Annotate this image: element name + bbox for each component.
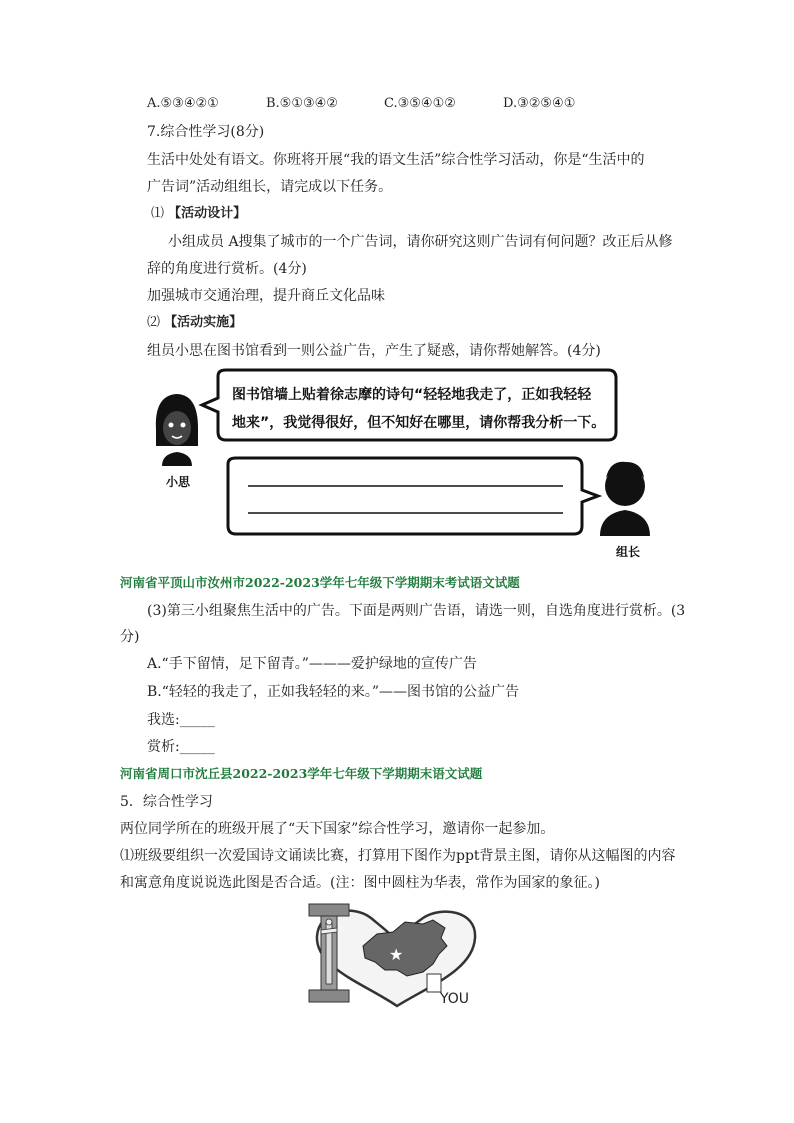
q5-intro: 两位同学所在的班级开展了“天下国家”综合性学习，邀请你一起参加。 — [120, 821, 555, 837]
q3-option-a: A.“手下留情，足下留青。”———爱护绿地的宣传广告 — [147, 656, 477, 672]
speech-line1: 图书馆墙上贴着徐志摩的诗句“轻轻地我走了，正如我轻轻 — [232, 387, 592, 403]
q7-intro-line2: 广告词”活动组组长，请完成以下任务。 — [147, 179, 393, 195]
q7-part2-heading — [147, 313, 242, 333]
q7-part1-text-line1: 小组成员 A搜集了城市的一个广告词，请你研究这则广告词有何问题？改正后从修 — [168, 234, 673, 250]
taiwan-box — [427, 974, 441, 992]
speech-line2: 地来”，我觉得很好，但不知好在哪里，请你帮我分析一下。 — [232, 415, 606, 431]
q7-part2-text: 组员小思在图书馆看到一则公益广告，产生了疑惑，请你帮她解答。(4分) — [147, 343, 601, 359]
q5-title: 5．综合性学习 — [120, 794, 213, 810]
star-icon: ★ — [389, 945, 404, 964]
q7-part2-num: ⑵ — [147, 315, 161, 330]
q3-option-b: B.“轻轻的我走了，正如我轻轻的来。”——图书馆的公益广告 — [147, 684, 520, 700]
leader-label: 组长 — [616, 545, 641, 559]
you-text: YOU — [440, 991, 470, 1007]
q7-part1-label: 【活动设计】 — [168, 206, 247, 221]
poster-illustration — [305, 898, 490, 1010]
comic-illustration — [148, 368, 641, 563]
source-header-1: 河南省平顶山市汝州市2022-2023学年七年级下学期期末考试语文试题 — [120, 575, 520, 590]
option-b: B.⑤①③④② — [266, 96, 338, 111]
q7-part2-label: 【活动实施】 — [164, 315, 243, 330]
q3-choose: 我选:_____ — [147, 712, 215, 728]
answer-bubble — [228, 458, 598, 534]
q5-part1-line2: 和寓意角度说说选此图是否合适。(注：图中圆柱为华表，常作为国家的象征。) — [120, 875, 600, 891]
option-d: D.③②⑤④① — [503, 96, 576, 111]
q7-part1-num: ⑴ — [151, 206, 165, 221]
slogan: 加强城市交通治理，提升商丘文化品味 — [147, 288, 385, 304]
option-a: A.⑤③④②① — [147, 96, 219, 111]
q7-part1-heading — [151, 204, 246, 224]
source-header-2: 河南省周口市沈丘县2022-2023学年七年级下学期期末语文试题 — [120, 766, 483, 781]
leader-figure — [600, 462, 650, 536]
girl-figure — [156, 394, 198, 466]
girl-label: 小思 — [166, 475, 191, 489]
q5-part1-line1: ⑴班级要组织一次爱国诗文诵读比赛，打算用下图作为ppt背景主图，请你从这幅图的内容 — [120, 848, 676, 864]
option-c: C.③⑤④①② — [384, 96, 456, 111]
q7-intro-line1: 生活中处处有语文。你班将开展“我的语文生活”综合性学习活动，你是“生活中的 — [147, 152, 645, 168]
q3-text-line1: (3)第三小组聚焦生活中的广告。下面是两则广告语，请选一则，自选角度进行赏析。(3 — [147, 603, 686, 619]
q3-text-line2: 分) — [120, 629, 140, 645]
q3-analysis: 赏析:_____ — [147, 739, 215, 755]
q7-part1-text-line2: 辞的角度进行赏析。(4分) — [147, 261, 307, 277]
q7-title: 7.综合性学习(8分) — [147, 124, 265, 140]
